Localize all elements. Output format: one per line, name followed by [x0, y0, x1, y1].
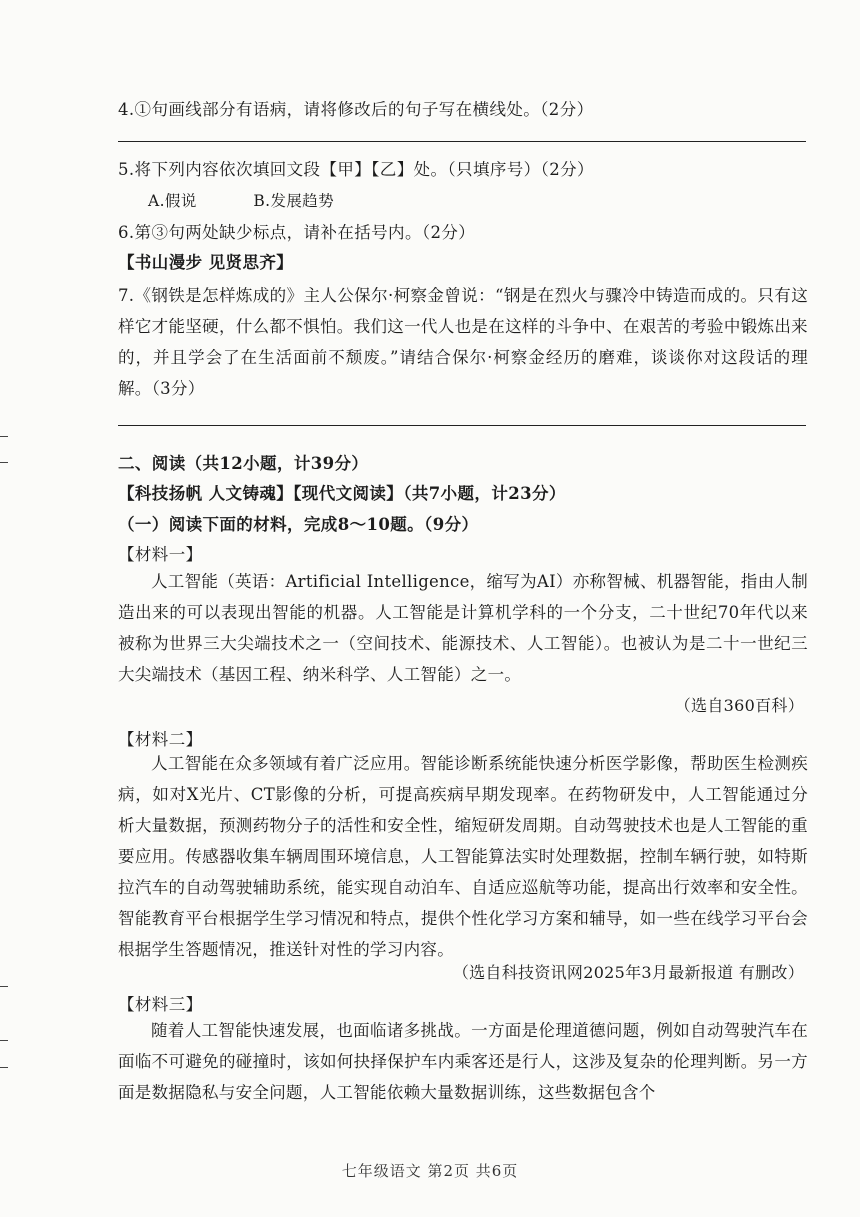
question-5-options [148, 189, 448, 211]
question-4: 4.①句画线部分有语病，请将修改后的句子写在横线处。（2分） [118, 100, 594, 119]
material-1-text: 人工智能（英语：Artificial Intelligence，缩写为AI）亦称智械、机器智能，指由人制造出来的可以表现出智能的机器。人工智能是计算机学科的一个分支，二十世纪70年代以来被称为世界三大尖端技术之一（空间技术、能源技术、人工智能）。也被认为是二十一世纪三大尖端技术（基因工程、纳米科学、人工智能）之一。 [118, 572, 808, 684]
section-shushan: 【书山漫步 见贤思齐】 [118, 253, 294, 272]
material-2-title: 【材料二】 [118, 730, 203, 749]
margin-mark [0, 986, 8, 987]
question-5: 5.将下列内容依次填回文段【甲】【乙】处。（只填序号）（2分） [118, 160, 594, 179]
question-7: 7.《钢铁是怎样炼成的》主人公保尔·柯察金曾说：“钢是在烈火与骤冷中铸造而成的。只有这样它才能坚硬，什么都不惧怕。我们这一代人也是在这样的斗争中、在艰苦的考验中锻炼出来的，并且学会了在生活面前不颓废。”请结合保尔·柯察金经历的磨难，谈谈你对这段话的理解。（3分） [118, 286, 808, 398]
material-1-source: （选自360百科） [674, 696, 804, 715]
answer-line-7 [118, 425, 806, 426]
part2-title: 二、阅读（共12小题，计39分） [118, 454, 369, 473]
margin-mark [0, 462, 8, 463]
material-3-title: 【材料三】 [118, 995, 203, 1014]
answer-line-4 [118, 141, 806, 142]
option-b: B.发展趋势 [253, 192, 335, 210]
margin-mark [0, 436, 8, 437]
material-1-title: 【材料一】 [118, 545, 203, 564]
material-2-text: 人工智能在众多领域有着广泛应用。智能诊断系统能快速分析医学影像，帮助医生检测疾病，如对X光片、CT影像的分析，可提高疾病早期发现率。在药物研发中，人工智能通过分析大量数据，预测药物分子的活性和安全性，缩短研发周期。自动驾驶技术也是人工智能的重要应用。传感器收集车辆周围环境信息，人工智能算法实时处理数据，控制车辆行驶，如特斯拉汽车的自动驾驶辅助系统，能实现自动泊车、自适应巡航等功能，提高出行效率和安全性。智能教育平台根据学生学习情况和特点，提供个性化学习方案和辅导，如一些在线学习平台会根据学生答题情况，推送针对性的学习内容。 [118, 754, 808, 959]
part2-subtitle: 【科技扬帆 人文铸魂】【现代文阅读】（共7小题，计23分） [118, 484, 566, 503]
page-footer: 七年级语文 第2页 共6页 [341, 1162, 519, 1180]
margin-mark [0, 1067, 8, 1068]
material-2-source: （选自科技资讯网2025年3月最新报道 有删改） [452, 963, 804, 982]
option-a: A.假说 [148, 192, 197, 210]
part2-group1-title: （一）阅读下面的材料，完成8～10题。（9分） [118, 515, 479, 534]
material-3-text: 随着人工智能快速发展，也面临诸多挑战。一方面是伦理道德问题，例如自动驾驶汽车在面临不可避免的碰撞时，该如何抉择保护车内乘客还是行人，这涉及复杂的伦理判断。另一方面是数据隐私与安全问题，人工智能依赖大量数据训练，这些数据包含个 [118, 1021, 808, 1102]
margin-mark [0, 1040, 8, 1041]
question-6: 6.第③句两处缺少标点，请补在括号内。（2分） [118, 223, 476, 242]
